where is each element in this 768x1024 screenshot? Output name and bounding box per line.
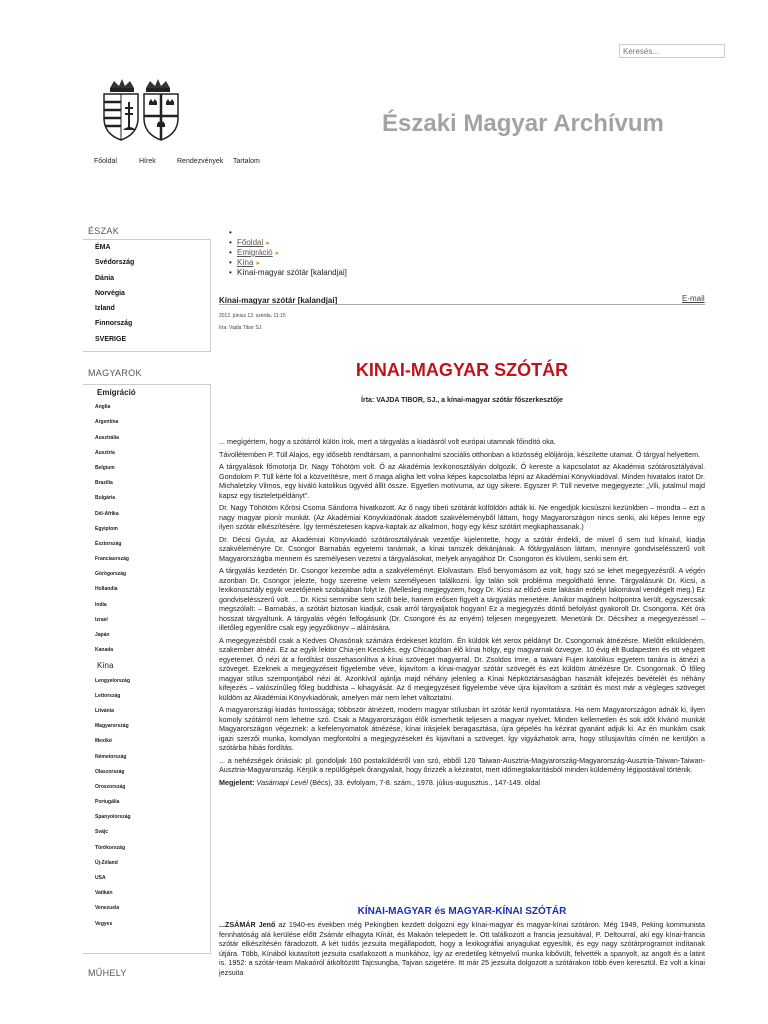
second-heading: KÍNAI-MAGYAR és MAGYAR-KÍNAI SZÓTÁR [357, 906, 567, 917]
nav-news[interactable]: Hírek [139, 158, 156, 165]
sidebar-item-magyarország[interactable]: Magyarország [95, 723, 129, 730]
arrow-right-icon: ▸ [275, 250, 280, 257]
sidebar-item-mexikó[interactable]: Mexikó [95, 738, 112, 745]
sidebar-item-portugália[interactable]: Portugália [95, 799, 120, 806]
hungarian-shield-icon [104, 94, 138, 140]
nav-contents[interactable]: Tartalom [233, 158, 260, 165]
sidebar-item-törökország[interactable]: Törökország [95, 844, 126, 851]
sidebar-item-lettország[interactable]: Lettország [95, 692, 121, 699]
sidebar-item-kína[interactable]: Kína [97, 661, 114, 671]
sidebar-item-vatikán[interactable]: Vatikán [95, 890, 113, 897]
sidebar-item-németország[interactable]: Németország [95, 753, 127, 760]
sidebar-item-sverige[interactable]: SVERIGE [95, 335, 127, 343]
breadcrumb-item [237, 258, 347, 268]
breadcrumb [237, 228, 347, 278]
email-link[interactable]: E-mail [682, 294, 705, 303]
breadcrumb-item [237, 248, 347, 258]
sidebar-north-menu [83, 239, 211, 352]
breadcrumb-item [237, 238, 347, 248]
article-source [219, 778, 705, 788]
sidebar-item-japán[interactable]: Japán [95, 632, 110, 638]
sidebar-item-bulgária[interactable]: Bulgária [95, 495, 116, 502]
sidebar-item-egyiptom[interactable]: Egyiptom [95, 525, 118, 532]
nav-home[interactable]: Főoldal [94, 158, 117, 165]
article-paragraph: ... megígértem, hogy a szótárról külön írok, mert a tárgyalás a kiadásról volt európai utamnak főindító oka. [219, 437, 556, 446]
sidebar-item-görögország[interactable]: Görögország [95, 571, 127, 578]
sidebar-item-iceland[interactable]: Izland [95, 305, 115, 313]
sidebar-item-ema[interactable]: ÉMA [95, 244, 111, 251]
sidebar-item-izrael[interactable]: Izrael [95, 616, 108, 623]
article-paragraph: Dr. Nagy Töhötöm Kőrösi Csoma Sándorra hivatkozott. Az ő nagy tibeti szótárát külföldön adták ki. Ne engedjük kicsúszni kezünkben – mondta – ezt a nagy magyar pionír munkát. (Az Akadémiai Könyvkiadónak átadott szakvéleményből láttam, hogy Magyarországon nincs senki, aki képes lenne egy ilyen szótár elkészítésére. Így természetesen kapva-kaptak az alkalmon, hogy egy kész szótárt megkaphassanak.) [219, 503, 705, 531]
sidebar-item-india[interactable]: India [95, 601, 107, 608]
article-title: Kínai-magyar szótár [kalandjai] [219, 296, 338, 305]
coat-of-arms-logo [100, 78, 182, 142]
article-paragraph: ... a nehézségek óriásiak: pl. gondoljak 160 postaküldésről van szó, ebből 120 Taiwan-Ausztria-Magyarország-Magyarország-Ausztria-Taiwan-Taiwan-Ausztria-Magyarország. Kérjük a repülőgépek őrangyalait, hogy őrizzék a kéziratot, mert időmegtakarításból minden küldemény légipostával történik. [219, 755, 705, 774]
title-divider [219, 304, 705, 305]
sidebar-item-litvánia[interactable]: Litvánia [95, 707, 114, 714]
breadcrumb-link-home[interactable]: Főoldal [237, 238, 264, 247]
sidebar-item-spanyolország[interactable]: Spanyolország [95, 814, 131, 821]
swedish-shield-icon [144, 94, 178, 140]
article-body [219, 437, 705, 790]
sidebar-item-ausztrália[interactable]: Ausztrália [95, 434, 119, 441]
source-details: (Bécs), 33. évfolyam, 7-8. szám., 1978. július-augusztus., 147-149. oldal [309, 777, 540, 787]
paragraph-text: az 1940-es években még Pekingben kezdett dolgozni egy kínai-magyar és magyar-kínai szótáron. Még 1949, Peking kommunista fennhatóság alá kerülése előtt Zsámár elhagyta Kínát, és Makaón telepedett le. Ott találkozott a francia jezsuitával, P. Deltourral, aki egy kínai-francia szótár elkészítésén fáradozott. A két tudós jezsuita megállapodott, hogy a lexikográfiai anyagukat egyesítik, és egy nagy szótárprogramot indítanak útjára. Több, Kínából kiutasított jezsuita csatlakozott a munkához, így az eredetileg kétnyelvű munka kibővült, felvették a spanyolt, az angolt és a latint is. 1952: a szótár-team Makaóról átköltözött Tajcsungba, Tajvan szigetére. Itt már 25 jezsuita dolgozott a szótárakon több éven keresztül. Ez volt a kínai jezsuita [219, 920, 705, 977]
swedish-crown-icon [146, 79, 170, 92]
sidebar-item-új-zéland[interactable]: Új-Zéland [95, 859, 118, 866]
sidebar-item-olaszország[interactable]: Olaszország [95, 768, 125, 775]
article-paragraph: Távollétemben P. Tüll Alajos, egy idősebb rendtársam, a pannonhalmi szociális otthonban a közösség elöljárója, készítette utamat. Ő tárgyal helyettem. [219, 449, 701, 459]
breadcrumb-link-china[interactable]: Kína [237, 258, 254, 267]
sidebar-item-norway[interactable]: Norvégia [95, 289, 125, 297]
breadcrumb-link-emigration[interactable]: Emigráció [237, 248, 273, 257]
sidebar-hungarians-title: MAGYAROK [88, 368, 142, 378]
site-title: Északi Magyar Archívum [382, 110, 664, 137]
sidebar-item-denmark[interactable]: Dánia [95, 274, 115, 282]
article-paragraph: A magyarországi kiadás fontossága; többször átnézett, modern magyar stílusban írt szótár kerül nyomtatásra. Ha nem Magyarországon adnák ki, ilyen komoly szótárról nem lehetne szó. Csak a Magyarországon élők ismerhetik teljesen a magyar nyelvet. Minden kellemetlen és sok időt kívánó munkát Magyarországon végeznek: a kefelenyomatok átnézése, kínai írásjelek beragasztása, újra gépelés ha kézirat gyanánt adjuk ki. Az én munkám csak igazi szerzői munka, komolyan megfontolni a megjegyzéseket és kijavítani a szöveget. Így vigyázhatok arra, hogy stílusjavítás címén ne kerüljön a szótárba hibás fordítás. [219, 705, 705, 752]
sidebar-item-sweden[interactable]: Svédország [95, 259, 135, 267]
sidebar-item-emigráció[interactable]: Emigráció [97, 388, 136, 397]
sidebar-item-usa[interactable]: USA [95, 875, 106, 881]
author-name: ...ZSÁMÁR Jenő [219, 920, 276, 929]
article-paragraph: A megegyezésből csak a Kedves Olvasónak számára érdekeset közlöm. Én küldök két xerox példányt Dr. Csongornak átnézésre. Mielőtt elküldeném, szakember átnézi. Ez az egyik lektor Chia-jen Kecskés, egy Chicagóban élő kínai hölgy, egy magyarnak özvegye. 10 évig élt Budapesten és ott végzett egyetemet. Ő nézi át a fordítást összehasonlítva a kínai szöveget magyarral. Dr. Zsoldos Imre, a taiwani Fujen katolikus egyetem tanára is átnézi a szöveget. Ezeknek a megjegyzéseit figyelembe véve, kijavítom a kínai-magyar szótár szövegét és ezt küldöm átnézésre Dr. Csongornak. Ő főleg magyar stílus szempontjából nézi át. Azonkívül ajánlja majd néhány jelenleg a Kínai Népköztársaságban használt kifejezés bevételét és néhány kifejezés – valószínűleg főleg buddhista – kihagyását. Az ő megjegyzéseit figyelembe véve újra kijavítom a szótárt és most már a végleges szöveget küldöm az Akadémiai Könyvkiadónak, amelyen már nem lehet változtatni. [219, 635, 705, 702]
hungarian-crown-icon [110, 79, 134, 92]
article-date: 2012. június 13. szerda, 11:15 [219, 313, 286, 319]
sidebar-item-anglia[interactable]: Anglia [95, 404, 111, 411]
sidebar-item-brazília[interactable]: Brazília [95, 480, 113, 487]
second-body [219, 920, 705, 1024]
breadcrumb-current: • Kínai-magyar szótár [kalandjai] [237, 268, 347, 278]
article-paragraph: A tárgyalások főmotorja Dr. Nagy Töhötöm volt. Ő az Akadémia lexikonosztályán dolgozik. Ő kereste a kapcsolatot az Akadémia szótárosztályával. Gondolom P. Tüll kérte föl a közvetítésre, mert ő maga aligha lett volna képes kapcsolatba lépni az Akadémiai Könyvkiadóval. Minden hivatalos iratot Dr. Michaletzky Vilmos, egy kiváló katolikus ügyvéd állít össze. Egyetlen motívuma, az ügy sikere. Egyszer P. Tüll nevetve megjegyezte: „Vili, jutalmul majd kapsz egy tiszteletpéldányt”. [219, 462, 705, 500]
sidebar-item-dél-afrika[interactable]: Dél-Afrika [95, 510, 119, 517]
sidebar-item-franciaország[interactable]: Franciaország [95, 556, 129, 563]
article-author: Írta: Vajda Tibor SJ. [219, 325, 263, 331]
sidebar-north-title: ÉSZAK [88, 226, 120, 236]
sidebar-item-belgium[interactable]: Belgium [95, 464, 115, 471]
article-subheading: Írta: VAJDA TIBOR, SJ., a kínai-magyar szótár főszerkesztője [361, 397, 563, 404]
sidebar-item-argentína[interactable]: Argentína [95, 419, 119, 426]
source-label: Megjelent: [219, 777, 255, 787]
sidebar-workshop-title: MŰHELY [88, 968, 127, 978]
sidebar-item-lengyelország[interactable]: Lengyelország [95, 677, 131, 684]
sidebar-item-észtország[interactable]: Észtország [95, 540, 122, 547]
sidebar-item-vegyes[interactable]: Vegyes [95, 920, 113, 927]
sidebar-item-svájc[interactable]: Svájc [95, 829, 109, 836]
article-paragraph [219, 920, 705, 977]
arrow-right-icon: ▸ [256, 260, 260, 267]
arrow-right-icon: ▸ [266, 240, 270, 247]
sidebar-item-finland[interactable]: Finnország [95, 320, 133, 328]
article-paragraph: Dr. Décsi Gyula, az Akadémiai Könyvkiadó szótárosztályának vezetője kijelentette, hogy a szótár érdekli, de mivel ő sem tud kínaiul, kiadja szakvéleményre Dr. Csongor Barnabás egyetemi tanárnak, a kínai tanszék dékánjának. A főtárgyaláson láttam, mennyire gondviselésszerű volt Magyarországba mennem és személyesen vezetni a tárgyalásokat, melyek anyagához Dr. Csongoron és kívülem, senki sem ért. [219, 534, 705, 563]
source-title: Vasárnapi Levél [256, 777, 308, 787]
nav-events[interactable]: Rendezvények [177, 158, 224, 165]
search-input[interactable] [619, 44, 725, 58]
breadcrumb-empty [237, 228, 347, 238]
sidebar-item-oroszország[interactable]: Oroszország [95, 783, 126, 790]
sidebar-item-venezuela[interactable]: Venezuela [95, 905, 120, 912]
sidebar-item-kanada[interactable]: Kanada [95, 647, 114, 654]
sidebar-item-hollandia[interactable]: Hollandia [95, 586, 118, 593]
sidebar-hungarians-menu [83, 384, 211, 954]
article-paragraph: A tárgyalás kezdetén Dr. Csongor kezembe adta a szakvéleményt. Elolvastam. Első benyomásom az volt, hogy szó se lehet megegyezésről. A végén azonban Dr. Csongor jelezte, hogy szeretne velem személyesen találkozni. Így talán sok probléma megoldható lenne. Tárgyalásunk Dr. Kicsi, a lexikonosztály egyik vezetőjének szobájában folyt le. (Mellesleg megjegyzem, hogy Dr. Kicsi az előző este lakásán erdélyi lakomával vendégelt meg.) Ez gondviselésszerű volt. ... Dr. Kicsi semmibe sem szólt bele, hanem erősen figyelt a tárgyalás menetére. Amikor majdnem holtpontra került, egyszercsak megszólalt: – Barnabás, a szótárt biztosan kiadjuk, csak arról tárgyaljatok hogyan! Ez a megjegyzés döntő befolyást gyakorolt Dr. Csongorra. Két óra hosszat tárgyaltunk. A tárgyalás végén felfogásunk (Dr. Csongoré és az enyém) teljesen megegyezett. Menetünk Dr. Décsihez a megegyezéssel – illetőleg egyenlőre csak egy jegyzőkönyv – aláírására. [219, 566, 705, 632]
sidebar-item-ausztria[interactable]: Ausztria [95, 449, 115, 456]
article-heading: KINAI-MAGYAR SZÓTÁR [355, 360, 569, 380]
